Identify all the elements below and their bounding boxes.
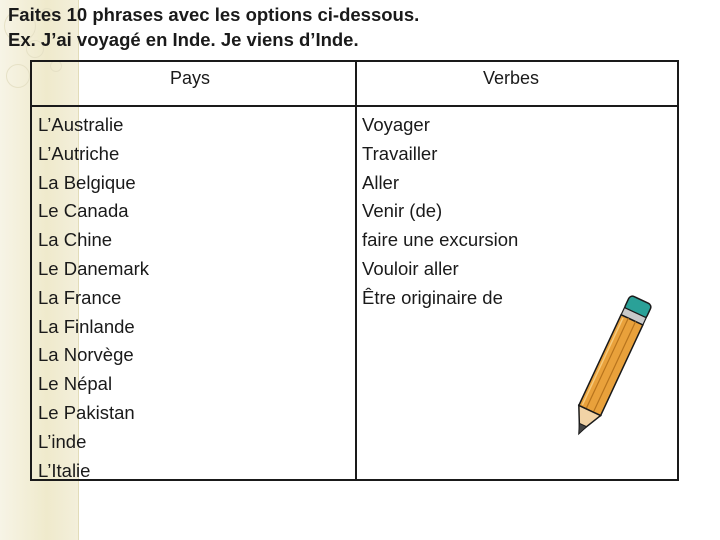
verbe-item: Venir (de) bbox=[362, 200, 443, 222]
pays-item: L’inde bbox=[38, 430, 87, 452]
pays-item: Le Danemark bbox=[38, 257, 150, 279]
verbes-header: Verbes bbox=[483, 68, 540, 88]
column-divider bbox=[355, 62, 357, 479]
pays-item: La Finlande bbox=[38, 315, 135, 337]
pays-item: Le Pakistan bbox=[38, 401, 135, 423]
decorative-circle bbox=[6, 64, 30, 88]
verbe-item: Voyager bbox=[362, 114, 430, 135]
verbe-item: Aller bbox=[362, 171, 400, 193]
pays-item: L’Australie bbox=[38, 114, 124, 135]
verbe-item: Être originaire de bbox=[362, 286, 503, 308]
verbe-item: faire une excursion bbox=[362, 229, 519, 251]
pays-item: La France bbox=[38, 286, 122, 308]
pays-item: Le Népal bbox=[38, 373, 113, 395]
pays-list bbox=[38, 111, 149, 485]
pays-item: La Chine bbox=[38, 229, 113, 251]
verbe-item: Vouloir aller bbox=[362, 257, 459, 279]
pays-item: La Norvège bbox=[38, 344, 134, 366]
pencil-icon bbox=[560, 285, 660, 450]
pays-item: La Belgique bbox=[38, 171, 136, 193]
pays-item: L’Italie bbox=[38, 459, 91, 481]
instruction-line-1: Faites 10 phrases avec les options ci-dessous. bbox=[8, 4, 420, 25]
pays-header: Pays bbox=[170, 68, 211, 88]
example-line: Ex. J’ai voyagé en Inde. Je viens d’Inde. bbox=[8, 29, 359, 50]
pays-item: Le Canada bbox=[38, 200, 129, 222]
verbes-list bbox=[362, 111, 518, 313]
pays-item: L’Autriche bbox=[38, 142, 120, 164]
verbe-item: Travailler bbox=[362, 142, 438, 164]
